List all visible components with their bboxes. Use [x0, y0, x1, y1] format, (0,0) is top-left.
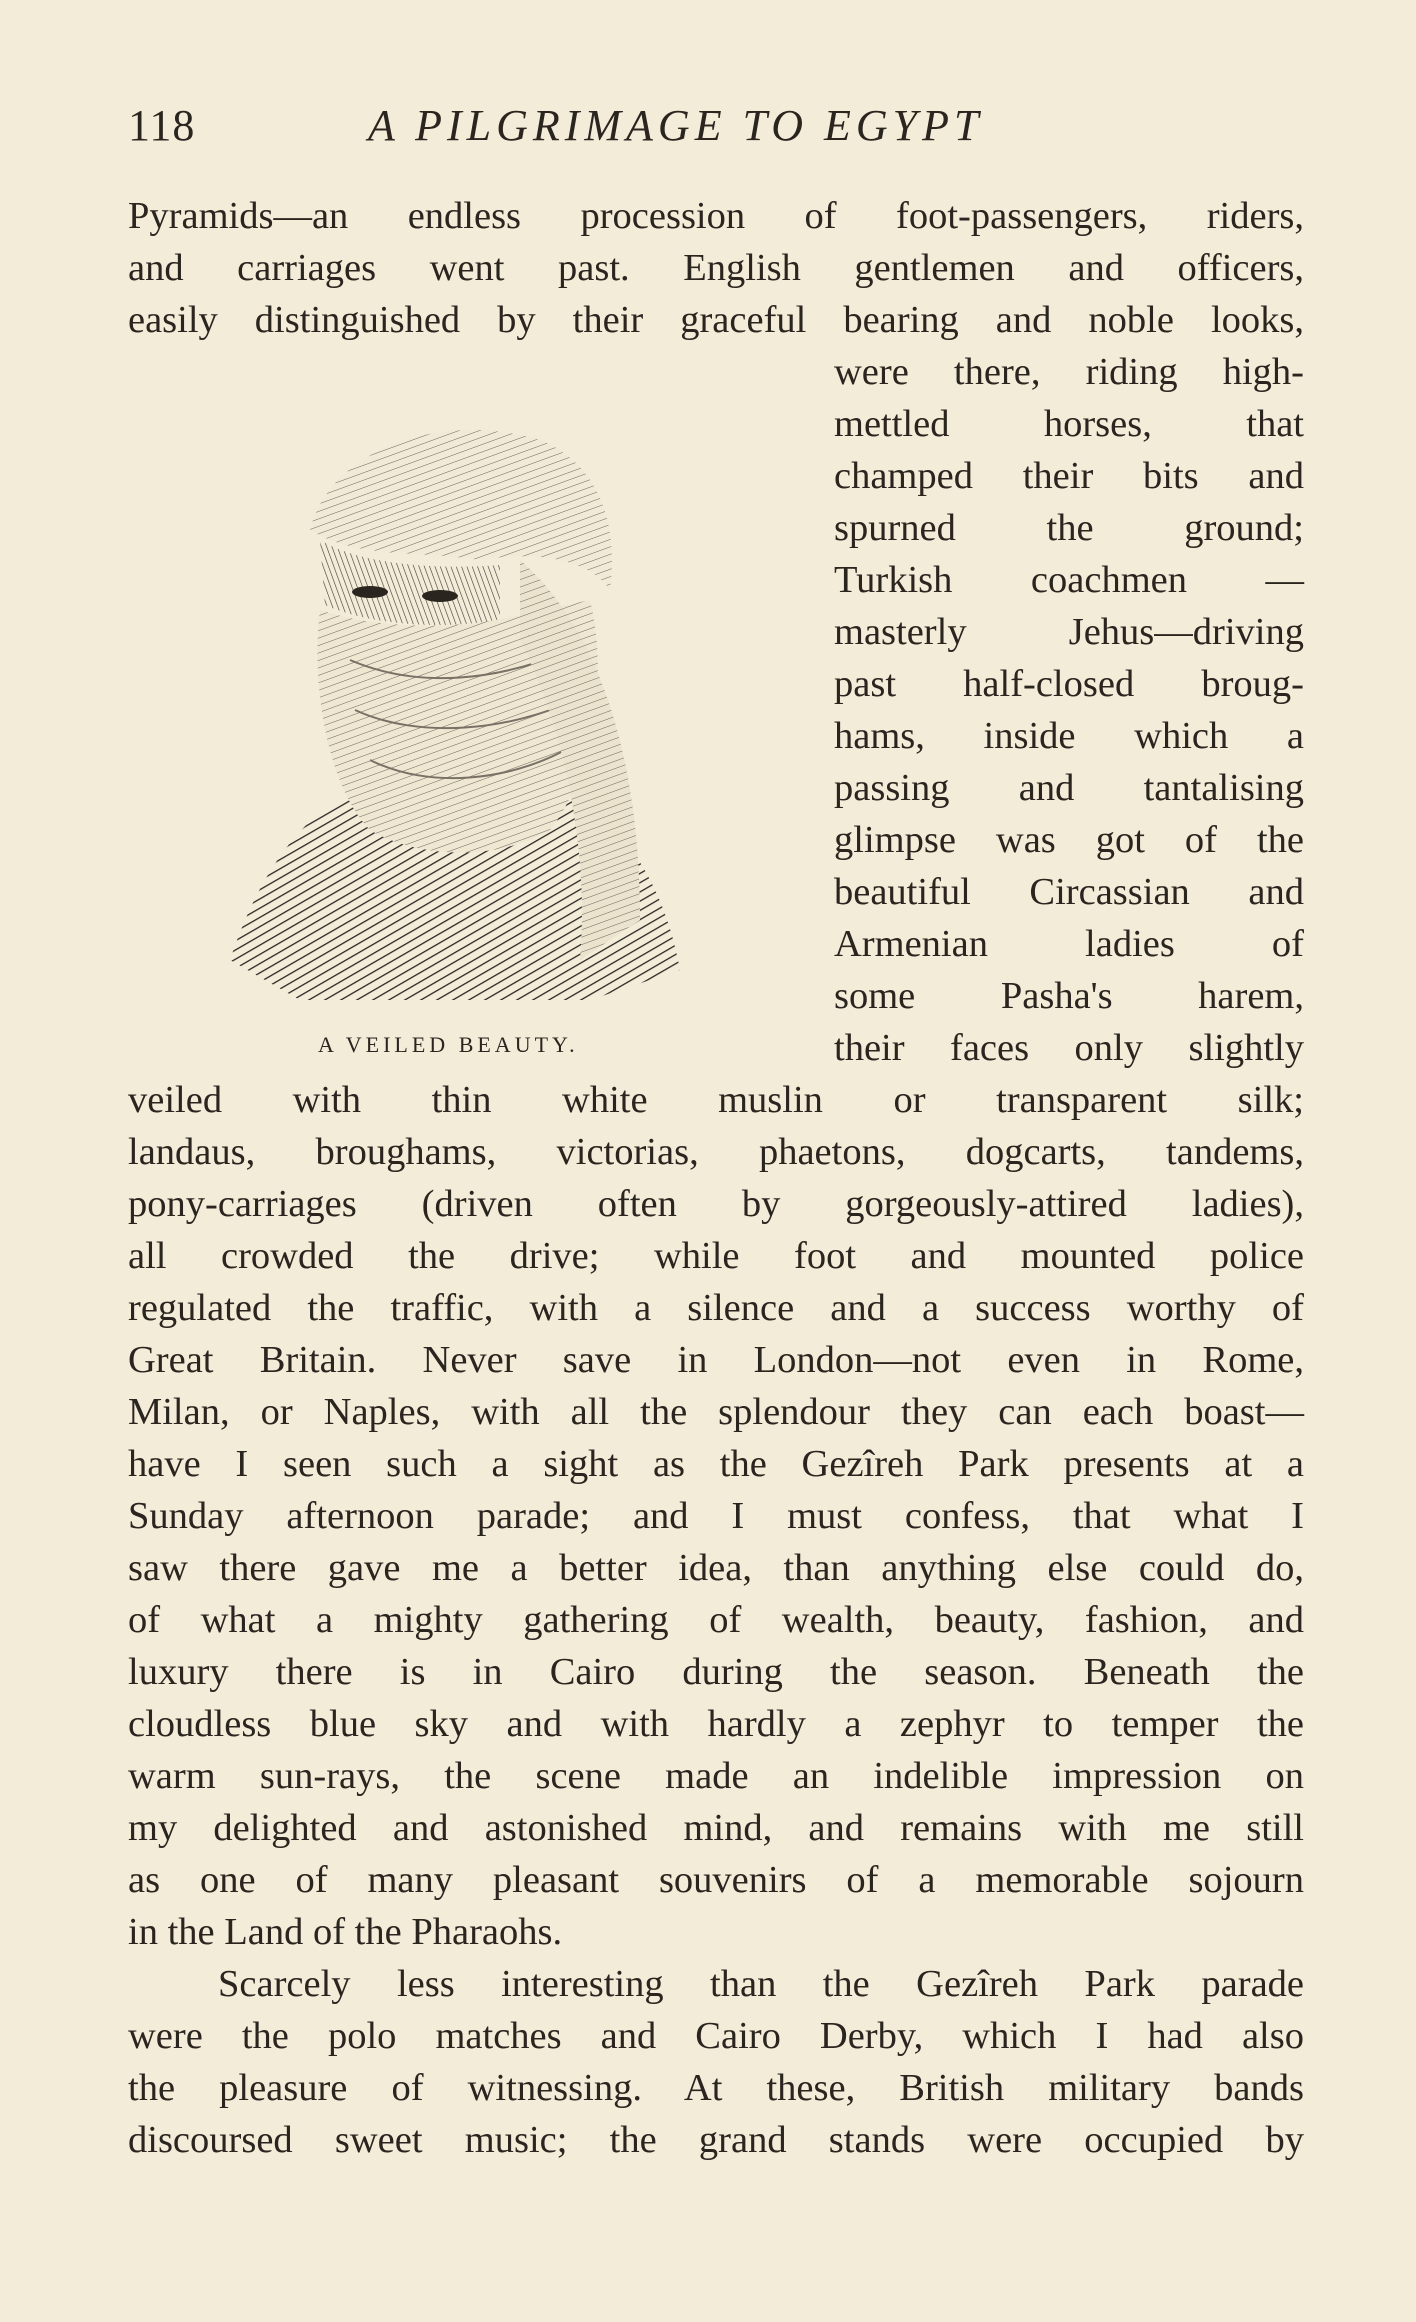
text-line: luxury there is in Cairo during the season. Beneath the [128, 1651, 1304, 1693]
text-line: saw there gave me a better idea, than anything else could do, [128, 1547, 1304, 1589]
text-line: were the polo matches and Cairo Derby, which I had also [128, 2015, 1304, 2057]
text-line: beautiful Circassian and [834, 871, 1304, 913]
text-line: passing and tantalising [834, 767, 1304, 809]
text-line: spurned the ground; [834, 507, 1304, 549]
text-line: the pleasure of witnessing. At these, British military bands [128, 2067, 1304, 2109]
text-line: discoursed sweet music; the grand stands were occupied by [128, 2119, 1304, 2161]
text-line: some Pasha's harem, [834, 975, 1304, 1017]
text-line: pony-carriages (driven often by gorgeously-attired ladies), [128, 1183, 1304, 1225]
text-line: my delighted and astonished mind, and remains with me still [128, 1807, 1304, 1849]
text-line: Turkish coachmen — [834, 559, 1304, 601]
text-line: all crowded the drive; while foot and mounted police [128, 1235, 1304, 1277]
text-line: champed their bits and [834, 455, 1304, 497]
text-line: glimpse was got of the [834, 819, 1304, 861]
text-line: hams, inside which a [834, 715, 1304, 757]
running-head: A PILGRIMAGE TO EGYPT [368, 101, 984, 150]
text-line: their faces only slightly [834, 1027, 1304, 1069]
veiled-beauty-engraving [120, 360, 780, 1010]
text-line: past half-closed broug- [834, 663, 1304, 705]
text-line: landaus, broughams, victorias, phaetons, dogcarts, tandems, [128, 1131, 1304, 1173]
text-line: mettled horses, that [834, 403, 1304, 445]
text-line: Sunday afternoon parade; and I must confess, that what I [128, 1495, 1304, 1537]
text-line: cloudless blue sky and with hardly a zephyr to temper the [128, 1703, 1304, 1745]
text-line: Scarcely less interesting than the Gezîreh Park parade [218, 1963, 1304, 2005]
illustration-caption: A VEILED BEAUTY. [318, 1032, 579, 1057]
text-line: masterly Jehus—driving [834, 611, 1304, 653]
text-line: and carriages went past. English gentlemen and officers, [128, 247, 1304, 289]
text-line: in the Land of the Pharaohs. [128, 1911, 563, 1953]
text-line: Milan, or Naples, with all the splendour they can each boast— [128, 1391, 1304, 1433]
text-line: have I seen such a sight as the Gezîreh Park presents at a [128, 1443, 1304, 1485]
text-line: Pyramids—an endless procession of foot-passengers, riders, [128, 195, 1304, 237]
text-line: Armenian ladies of [834, 923, 1304, 965]
text-line: warm sun-rays, the scene made an indelible impression on [128, 1755, 1304, 1797]
page-header [128, 100, 1308, 160]
text-line: easily distinguished by their graceful bearing and noble looks, [128, 299, 1304, 341]
text-line: as one of many pleasant souvenirs of a memorable sojourn [128, 1859, 1304, 1901]
text-line: regulated the traffic, with a silence and a success worthy of [128, 1287, 1304, 1329]
text-line: Great Britain. Never save in London—not even in Rome, [128, 1339, 1304, 1381]
text-line: veiled with thin white muslin or transparent silk; [128, 1079, 1304, 1121]
text-line: of what a mighty gathering of wealth, beauty, fashion, and [128, 1599, 1304, 1641]
text-line: were there, riding high- [834, 351, 1304, 393]
page-number: 118 [128, 101, 196, 150]
